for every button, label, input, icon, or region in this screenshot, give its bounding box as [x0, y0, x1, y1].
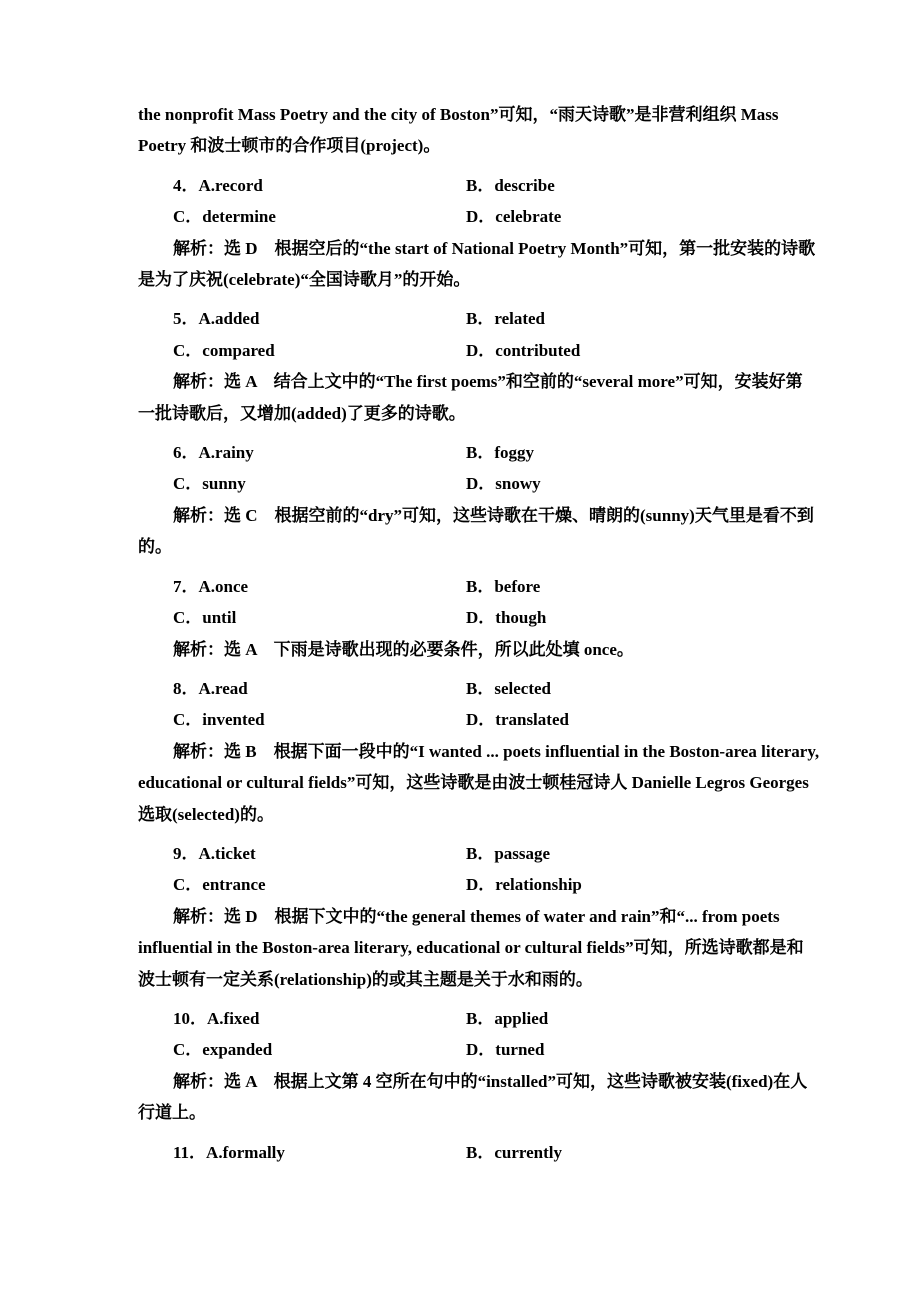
option-c: C．compared: [173, 340, 275, 360]
option-row: [138, 1034, 790, 1065]
paragraph-line: the nonprofit Mass Poetry and the city of Boston”可知，“雨天诗歌”是非营利组织 Mass: [138, 105, 779, 124]
option-a: 11．A.formally: [173, 1142, 285, 1162]
explanation-line: 的。: [138, 537, 172, 557]
option-row: [138, 838, 790, 869]
paragraph-line: Poetry 和波士顿市的合作项目(project)。: [138, 136, 441, 156]
option-row: [138, 201, 790, 232]
explanation: [138, 233, 816, 296]
option-d: D．translated: [466, 710, 569, 730]
explanation: [138, 736, 820, 830]
option-b: B．applied: [466, 1008, 549, 1028]
option-b: B．foggy: [466, 443, 534, 463]
option-d: D．snowy: [466, 474, 541, 494]
option-d: D．turned: [466, 1040, 545, 1060]
question-block-8: [138, 673, 820, 830]
option-a: 5．A.added: [173, 309, 260, 329]
explanation-line: 解析：选 A 下雨是诗歌出现的必要条件，所以此处填 once。: [173, 639, 634, 659]
option-b: B．before: [466, 576, 541, 596]
option-row: [138, 869, 790, 900]
explanation-line: 解析：选 C 根据空前的“dry”可知，这些诗歌在干燥、晴朗的(sunny)天气里是看不到: [173, 505, 814, 525]
explanation-line: 行道上。: [138, 1103, 206, 1123]
question-block-10: [138, 1003, 808, 1129]
option-row: [138, 437, 790, 468]
explanation-line: 解析：选 A 结合上文中的“The first poems”和空前的“several more”可知，安装好第: [173, 372, 803, 392]
option-b: B．currently: [466, 1142, 563, 1162]
option-b: B．describe: [466, 175, 555, 195]
option-a: 8．A.read: [173, 678, 248, 698]
explanation-line: 解析：选 D 根据下文中的“the general themes of water and rain”和“... from poets: [173, 906, 780, 926]
option-a: 6．A.rainy: [173, 443, 254, 463]
option-b: B．passage: [466, 843, 551, 863]
option-c: C．expanded: [173, 1040, 273, 1060]
explanation-line: 一批诗歌后，又增加(added)了更多的诗歌。: [138, 403, 466, 423]
explanation: [138, 901, 804, 995]
option-c: C．entrance: [173, 875, 266, 895]
option-a: 10．A.fixed: [173, 1008, 260, 1028]
option-d: D．relationship: [466, 875, 582, 895]
option-c: C．determine: [173, 207, 276, 227]
explanation: [138, 634, 790, 665]
option-row: [138, 673, 790, 704]
explanation-line: 解析：选 D 根据空后的“the start of National Poetry Month”可知，第一批安装的诗歌: [173, 238, 816, 258]
option-b: B．related: [466, 309, 546, 329]
explanation-line: 解析：选 B 根据下面一段中的“I wanted ... poets influential in the Boston-area literary,: [173, 741, 820, 761]
option-row: [138, 170, 790, 201]
option-row: [138, 704, 790, 735]
explanation-line: 选取(selected)的。: [138, 804, 274, 824]
paragraph-top: [138, 99, 790, 162]
explanation-line: 波士顿有一定关系(relationship)的或其主题是关于水和雨的。: [138, 969, 593, 989]
option-row: [138, 1003, 790, 1034]
option-row: [138, 303, 790, 334]
question-block-7: [138, 571, 790, 665]
option-row: [138, 571, 790, 602]
option-d: D．though: [466, 608, 547, 628]
option-c: C．invented: [173, 710, 265, 730]
option-a: 4．A.record: [173, 175, 263, 195]
question-block-11: [138, 1137, 790, 1168]
option-c: C．until: [173, 608, 237, 628]
option-a: 9．A.ticket: [173, 843, 256, 863]
explanation: [138, 1066, 808, 1129]
option-a: 7．A.once: [173, 576, 249, 596]
explanation-line: 解析：选 A 根据上文第 4 空所在句中的“installed”可知，这些诗歌被安装(fixed)在人: [173, 1071, 808, 1091]
option-row: [138, 1137, 790, 1168]
option-row: [138, 335, 790, 366]
option-d: D．celebrate: [466, 207, 562, 227]
explanation-line: 是为了庆祝(celebrate)“全国诗歌月”的开始。: [138, 270, 471, 290]
option-d: D．contributed: [466, 340, 581, 360]
explanation: [138, 500, 814, 563]
explanation: [138, 366, 803, 429]
question-block-6: [138, 437, 814, 563]
explanation-line: educational or cultural fields”可知，这些诗歌是由波士顿桂冠诗人 Danielle Legros Georges: [138, 773, 809, 793]
option-row: [138, 602, 790, 633]
option-b: B．selected: [466, 678, 551, 698]
option-c: C．sunny: [173, 474, 246, 494]
question-block-4: [138, 170, 816, 296]
option-row: [138, 468, 790, 499]
explanation-line: influential in the Boston-area literary, educational or cultural fields”可知，所选诗歌都是和: [138, 938, 804, 958]
question-block-9: [138, 838, 804, 995]
question-block-5: [138, 303, 803, 429]
